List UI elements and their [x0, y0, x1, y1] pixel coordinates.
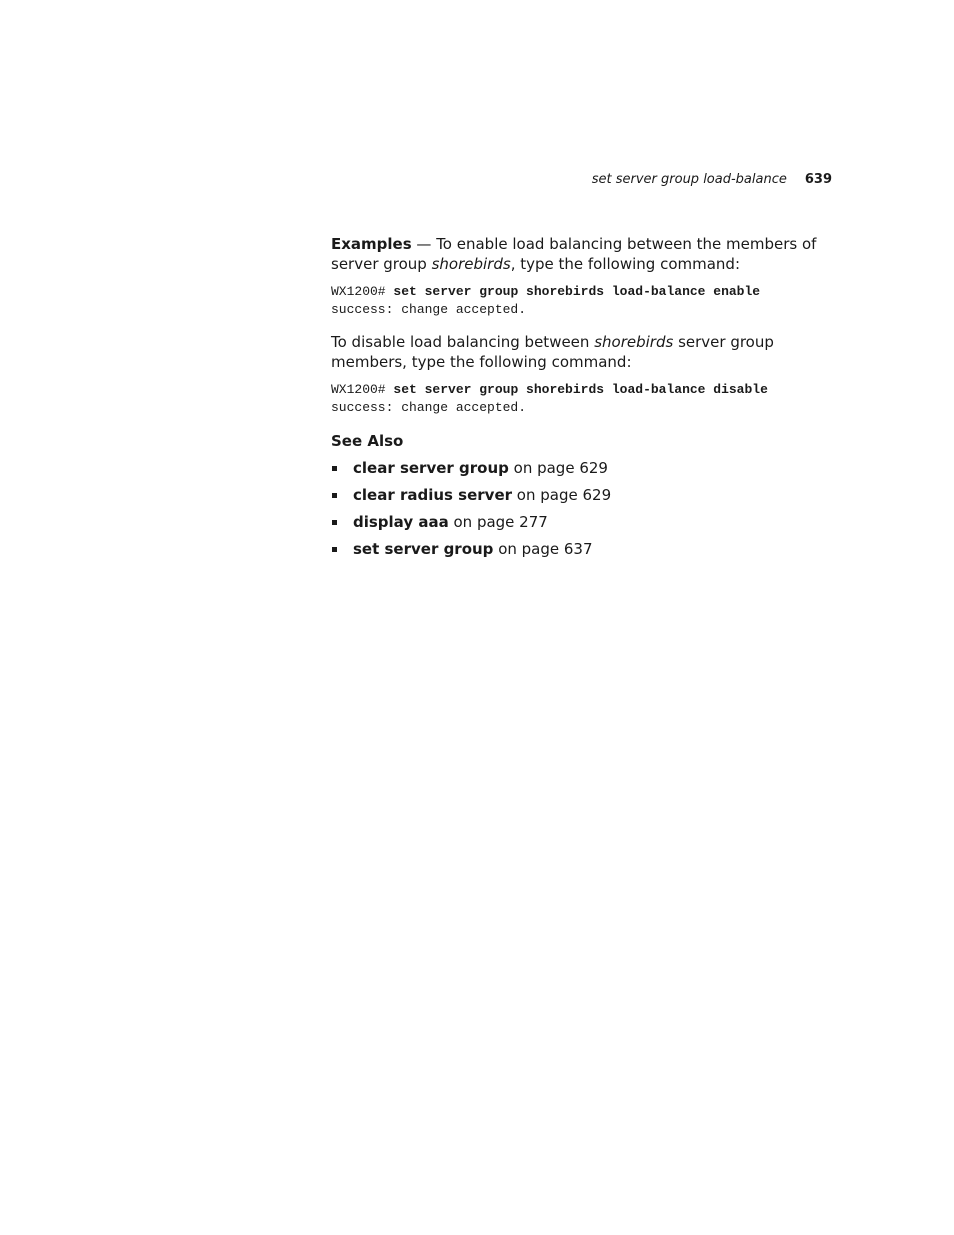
see-also-item — [331, 512, 841, 532]
cli-output: success: change accepted. — [331, 302, 527, 317]
examples-intro-italic: shorebirds — [431, 255, 511, 273]
running-title: set server group load-balance — [591, 172, 787, 187]
page-reference: on page 629 — [508, 459, 608, 477]
disable-intro-text: To disable load balancing between — [331, 333, 595, 351]
see-also-item — [331, 485, 841, 505]
disable-paragraph — [331, 332, 841, 372]
code-line-command — [331, 381, 841, 399]
square-bullet-icon — [332, 493, 337, 498]
cli-command: set server group shorebirds load-balance disable — [393, 382, 768, 397]
code-block-enable — [331, 283, 841, 319]
page-reference: on page 629 — [512, 486, 612, 504]
cli-output: success: change accepted. — [331, 400, 527, 415]
main-content — [331, 234, 841, 566]
square-bullet-icon — [332, 520, 337, 525]
square-bullet-icon — [332, 466, 337, 471]
see-also-heading: See Also — [331, 432, 404, 450]
page-header — [0, 171, 832, 189]
page-number: 639 — [804, 172, 832, 187]
cli-command: set server group shorebirds load-balance enable — [393, 284, 761, 299]
page-reference: on page 637 — [493, 540, 593, 558]
cross-reference-link[interactable]: clear server group — [353, 459, 509, 477]
code-line-command — [331, 283, 841, 301]
page-reference: on page 277 — [448, 513, 548, 531]
examples-intro-end: , type the following command: — [510, 255, 741, 273]
examples-paragraph — [331, 234, 841, 274]
cross-reference-link[interactable]: clear radius server — [353, 486, 513, 504]
cli-prompt: WX1200# — [331, 382, 394, 397]
cross-reference-link[interactable]: display aaa — [353, 513, 449, 531]
disable-intro-italic: shorebirds — [594, 333, 674, 351]
cli-prompt: WX1200# — [331, 284, 394, 299]
examples-intro-text: — To enable load balancing between the members of server group — [331, 235, 817, 273]
see-also-item — [331, 458, 841, 478]
square-bullet-icon — [332, 547, 337, 552]
see-also-item — [331, 539, 841, 559]
see-also-list — [331, 458, 841, 559]
cross-reference-link[interactable]: set server group — [353, 540, 494, 558]
code-block-disable — [331, 381, 841, 417]
disable-intro-end: server group members, type the following command: — [331, 333, 774, 371]
examples-label: Examples — [331, 235, 412, 253]
